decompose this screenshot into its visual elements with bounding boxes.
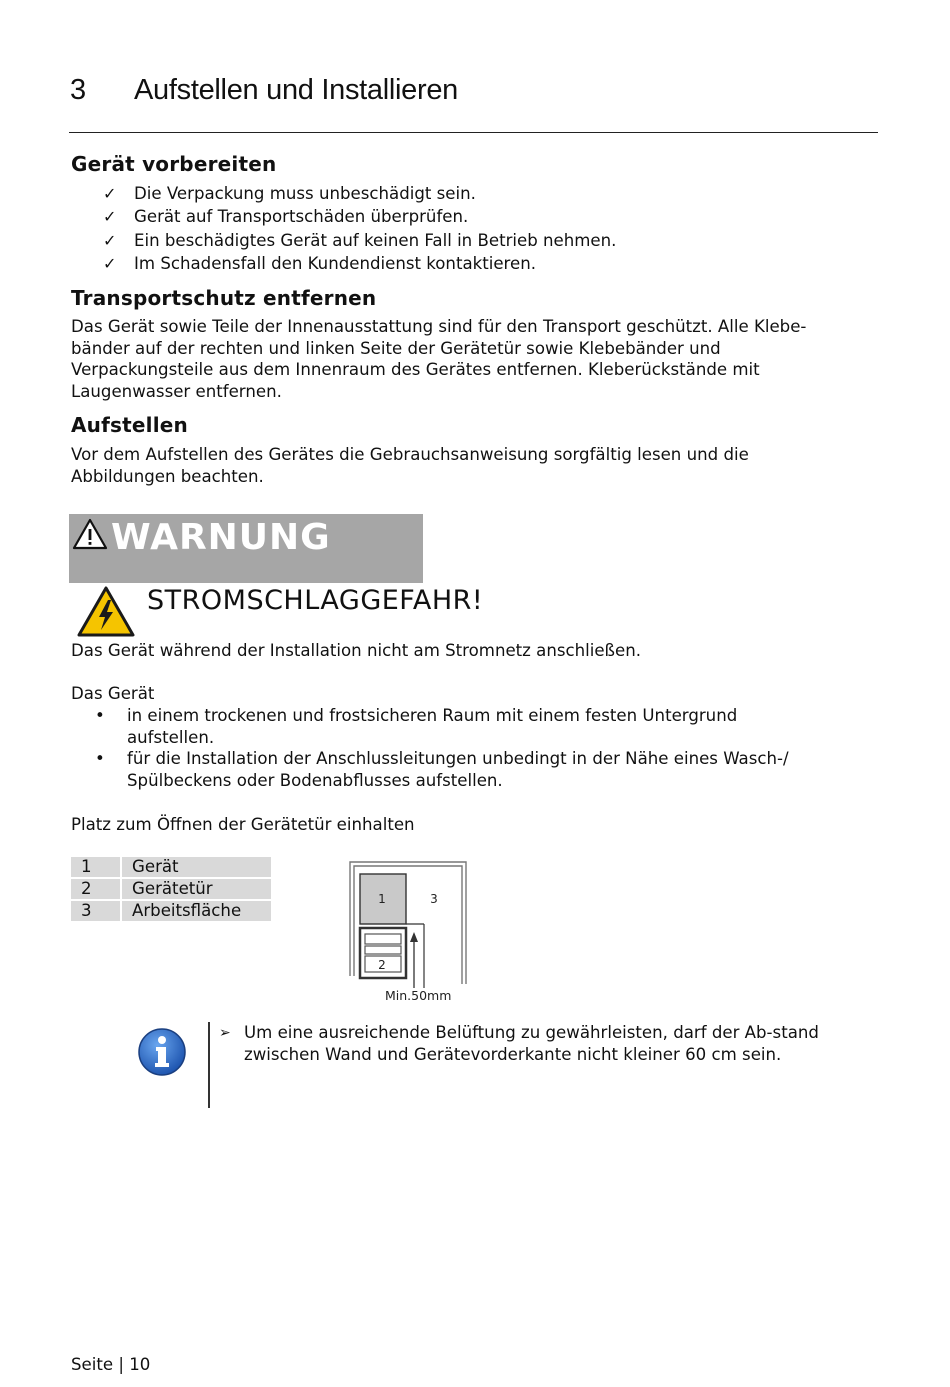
legend-number: 3 <box>71 901 122 921</box>
diagram-label-1: 1 <box>378 892 386 906</box>
legend-number: 2 <box>71 879 122 899</box>
chapter-title: Aufstellen und Installieren <box>134 74 458 106</box>
door-space-text: Platz zum Öffnen der Gerätetür einhalten <box>71 815 415 834</box>
table-row <box>71 901 271 921</box>
heading-prepare: Gerät vorbereiten <box>71 152 277 176</box>
checkmark-icon: ✓ <box>103 184 117 203</box>
device-bullets <box>71 705 891 792</box>
checkmark-icon: ✓ <box>103 230 117 250</box>
checkmark-icon: ✓ <box>103 254 117 274</box>
chapter-rule <box>69 132 878 133</box>
info-divider <box>208 1022 210 1108</box>
bullet-icon: • <box>95 706 105 725</box>
heading-setup: Aufstellen <box>71 413 188 437</box>
warning-banner <box>69 514 423 583</box>
arrow-bullet-icon: ➢ <box>219 1025 231 1041</box>
legend-label: Arbeitsfläche <box>122 901 271 921</box>
device-intro: Das Gerät <box>71 684 155 703</box>
bullet-icon: • <box>95 749 105 769</box>
checklist-item: ✓ Ein beschädigtes Gerät auf keinen Fall in Betrieb nehmen. <box>71 229 871 252</box>
warning-text: Das Gerät während der Installation nicht am Stromnetz anschließen. <box>71 641 642 660</box>
list-item: • für die Installation der Anschlussleitungen unbedingt in der Nähe eines Wasch-/ Spülbeckens oder Bodenabflusses aufstellen. <box>95 749 789 791</box>
heading-transport: Transportschutz entfernen <box>71 286 377 310</box>
warning-label: WARNUNG <box>111 517 331 558</box>
min-distance-label: Min.50mm <box>385 988 452 1003</box>
chapter-number: 3 <box>70 74 86 106</box>
legend-label: Gerät <box>122 857 271 877</box>
page-footer: Seite | 10 <box>71 1355 151 1374</box>
danger-title: STROMSCHLAGGEFAHR! <box>147 585 484 616</box>
setup-paragraph: Vor dem Aufstellen des Gerätes die Gebrauchsanweisung sorgfältig lesen und die Abbildungen beachten. <box>71 445 749 486</box>
high-voltage-icon <box>77 586 135 638</box>
prepare-checklist <box>71 182 871 276</box>
list-item: • in einem trockenen und frostsicheren Raum mit einem festen Untergrund aufstellen. <box>95 706 738 747</box>
diagram-label-3: 3 <box>430 892 438 906</box>
table-row <box>71 879 271 899</box>
checkmark-icon: ✓ <box>103 207 117 227</box>
legend-number: 1 <box>71 857 122 877</box>
installation-diagram <box>340 858 480 1008</box>
info-note: ➢ Um eine ausreichende Belüftung zu gewährleisten, darf der Ab-stand zwischen Wand und Gerätevorderkante nicht kleiner 60 cm sein. <box>219 1023 819 1064</box>
chapter-heading <box>70 74 458 107</box>
diagram-label-2: 2 <box>378 958 386 972</box>
transport-paragraph: Das Gerät sowie Teile der Innenausstattung sind für den Transport geschützt. Alle Klebe- bänder auf der rechten und linken Seite der Gerätetür sowie Klebebänder und Verpackungsteile aus dem Innenraum des Gerätes entfernen. Kleberückstände mit Laugenwasser entfernen. <box>71 317 807 402</box>
checklist-item: ✓ Gerät auf Transportschäden überprüfen. <box>71 205 871 228</box>
checklist-item: ✓ Die Verpackung muss unbeschädigt sein. <box>71 182 871 205</box>
legend-label: Gerätetür <box>122 879 271 899</box>
checklist-item: ✓ Im Schadensfall den Kundendienst kontaktieren. <box>71 252 871 275</box>
warning-triangle-icon <box>72 518 108 550</box>
table-row <box>71 857 271 877</box>
legend-table <box>71 855 271 923</box>
info-icon <box>137 1027 187 1077</box>
